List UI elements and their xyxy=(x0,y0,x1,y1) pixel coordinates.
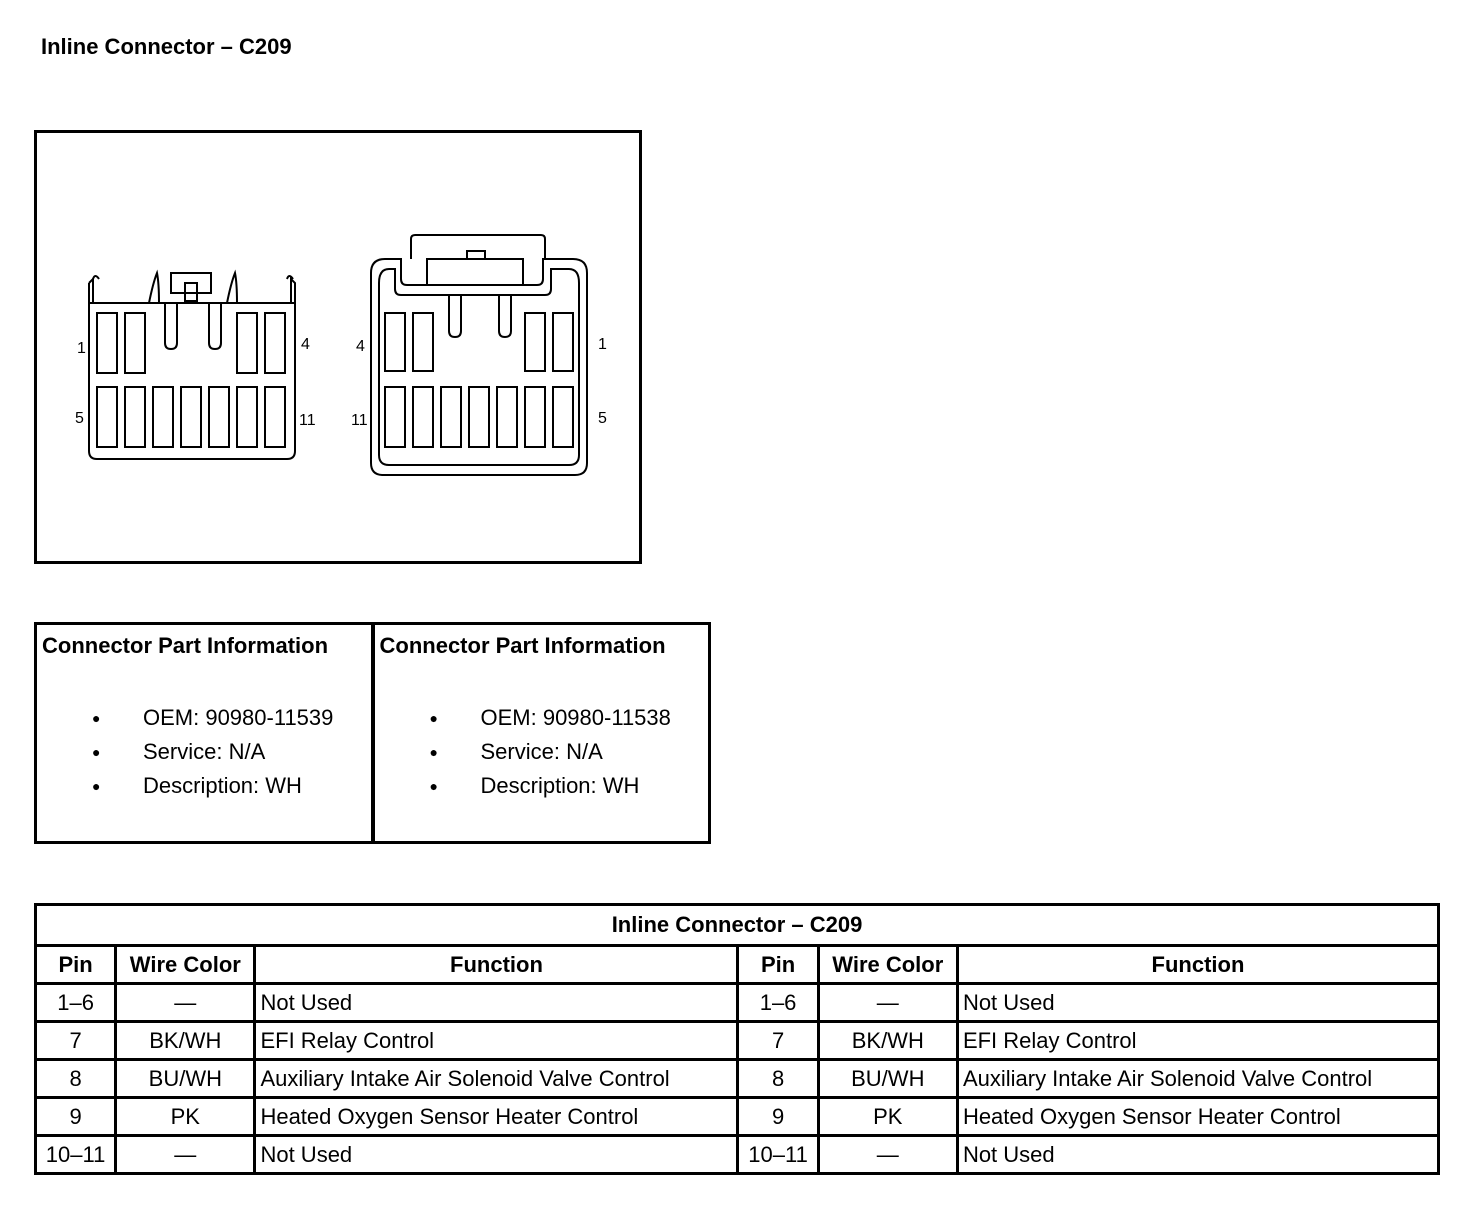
wire-color-cell: BK/WH xyxy=(818,1022,957,1060)
connector-part-info-right xyxy=(371,625,709,841)
right-pin-label-top-right: 1 xyxy=(598,336,607,353)
column-header-wire-color: Wire Color xyxy=(116,946,255,984)
connector-part-info-box xyxy=(34,622,711,844)
left-connector xyxy=(89,273,295,459)
function-cell: Not Used xyxy=(255,984,738,1022)
description: ● Description: WH xyxy=(375,769,709,803)
pin-cell: 9 xyxy=(36,1098,116,1136)
function-cell: EFI Relay Control xyxy=(957,1022,1438,1060)
service-number: ● Service: N/A xyxy=(37,735,371,769)
table-caption-row xyxy=(36,905,1439,946)
connector-part-info-list xyxy=(375,701,709,803)
wire-color-cell: — xyxy=(818,1136,957,1174)
wire-color-cell: — xyxy=(116,984,255,1022)
wire-color-cell: PK xyxy=(818,1098,957,1136)
pin-cell: 7 xyxy=(738,1022,818,1060)
function-cell: Not Used xyxy=(957,1136,1438,1174)
connector-part-info-heading: Connector Part Information xyxy=(42,633,329,658)
oem-number: ● OEM: 90980-11539 xyxy=(37,701,371,735)
function-cell: Auxiliary Intake Air Solenoid Valve Control xyxy=(255,1060,738,1098)
connector-diagram xyxy=(34,130,642,564)
wire-color-cell: BU/WH xyxy=(116,1060,255,1098)
pin-cell: 7 xyxy=(36,1022,116,1060)
function-cell: Heated Oxygen Sensor Heater Control xyxy=(957,1098,1438,1136)
pin-cell: 10–11 xyxy=(738,1136,818,1174)
wire-color-cell: — xyxy=(116,1136,255,1174)
pin-cell: 1–6 xyxy=(738,984,818,1022)
table-row xyxy=(36,1060,1439,1098)
pin-cell: 10–11 xyxy=(36,1136,116,1174)
function-cell: Not Used xyxy=(255,1136,738,1174)
left-pin-label-bottom-right: 11 xyxy=(299,412,316,429)
service-number: ● Service: N/A xyxy=(375,735,709,769)
pin-cell: 8 xyxy=(738,1060,818,1098)
connector-part-info-left xyxy=(37,625,371,841)
left-pin-label-bottom-left: 5 xyxy=(75,410,84,427)
table-row xyxy=(36,984,1439,1022)
table-header-row xyxy=(36,946,1439,984)
wire-color-cell: PK xyxy=(116,1098,255,1136)
column-header-wire-color: Wire Color xyxy=(818,946,957,984)
column-header-pin: Pin xyxy=(36,946,116,984)
right-pin-label-top-left: 4 xyxy=(356,338,365,355)
left-pin-label-top-right: 4 xyxy=(301,336,310,353)
connector-part-info-list xyxy=(37,701,371,803)
pin-cell: 1–6 xyxy=(36,984,116,1022)
right-pin-label-bottom-left: 11 xyxy=(351,412,368,429)
right-connector xyxy=(371,235,587,475)
table-caption: Inline Connector – C209 xyxy=(36,905,1439,946)
pin-cell: 9 xyxy=(738,1098,818,1136)
wire-color-cell: — xyxy=(818,984,957,1022)
wire-color-cell: BK/WH xyxy=(116,1022,255,1060)
column-header-function: Function xyxy=(255,946,738,984)
table-row xyxy=(36,1098,1439,1136)
function-cell: Not Used xyxy=(957,984,1438,1022)
function-cell: EFI Relay Control xyxy=(255,1022,738,1060)
column-header-pin: Pin xyxy=(738,946,818,984)
table-row xyxy=(36,1136,1439,1174)
right-pin-label-bottom-right: 5 xyxy=(598,410,607,427)
table-row xyxy=(36,1022,1439,1060)
function-cell: Heated Oxygen Sensor Heater Control xyxy=(255,1098,738,1136)
pin-cell: 8 xyxy=(36,1060,116,1098)
description: ● Description: WH xyxy=(37,769,371,803)
connector-drawing xyxy=(37,133,639,561)
wire-color-cell: BU/WH xyxy=(818,1060,957,1098)
page-title: Inline Connector – C209 xyxy=(41,34,292,59)
connector-part-info-heading: Connector Part Information xyxy=(379,633,666,658)
function-cell: Auxiliary Intake Air Solenoid Valve Control xyxy=(957,1060,1438,1098)
column-header-function: Function xyxy=(957,946,1438,984)
left-pin-label-top-left: 1 xyxy=(77,340,86,357)
oem-number: ● OEM: 90980-11538 xyxy=(375,701,709,735)
pin-assignment-table xyxy=(34,903,1440,1175)
